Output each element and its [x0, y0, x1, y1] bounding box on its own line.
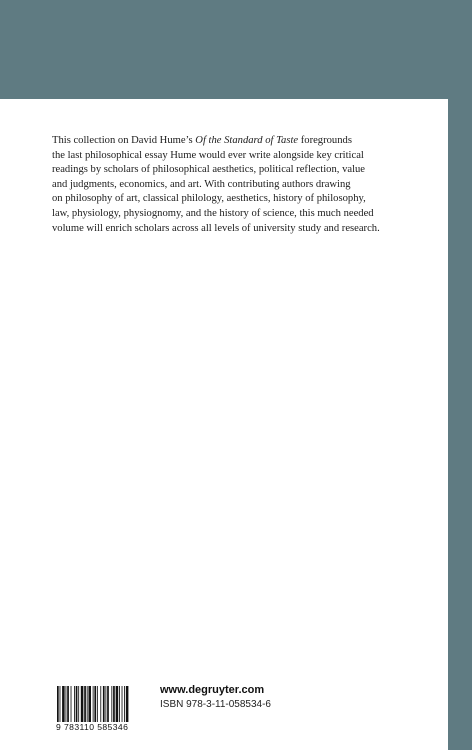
barcode-bar [81, 686, 84, 722]
barcode-bar [94, 686, 96, 722]
isbn-number: ISBN 978-3-11-058534-6 [160, 699, 271, 710]
barcode-bar [71, 686, 72, 722]
barcode-bars [56, 686, 148, 722]
barcode-bar [124, 686, 125, 722]
barcode-bar [97, 686, 98, 722]
book-description [52, 134, 432, 236]
description-line-1: This collection on David Hume’s Of the Standard of Taste foregrounds [52, 135, 352, 146]
barcode-bar [74, 686, 75, 722]
barcode-bar [66, 686, 67, 722]
publisher-url: www.degruyter.com [160, 684, 265, 696]
description-line-6: law, physiology, physiognomy, and the history of science, this much needed [52, 207, 374, 219]
barcode-bar [57, 686, 59, 722]
barcode-bar [84, 686, 86, 722]
description-line-3: readings by scholars of philosophical aesthetics, political reflection, value [52, 164, 366, 176]
barcode-bar [67, 686, 69, 722]
description-line-7: volume will enrich scholars across all levels of university study and research. [52, 222, 380, 234]
barcode-bar [105, 686, 106, 722]
barcode-bar [126, 686, 129, 722]
barcode-bar [76, 686, 78, 722]
essay-title: Of the Standard of Taste [195, 135, 299, 146]
barcode-bar [119, 686, 120, 722]
barcode-bar [62, 686, 65, 722]
barcode-bar [60, 686, 61, 722]
barcode-bar [87, 686, 88, 722]
barcode-number: 9 783110 585346 [56, 722, 129, 732]
barcode-bar [111, 686, 112, 722]
barcode-bar [100, 686, 101, 722]
barcode-bar [122, 686, 123, 722]
barcode-bar [93, 686, 94, 722]
description-line-2: the last philosophical essay Hume would ever write alongside key critical [52, 149, 364, 161]
barcode-bar [113, 686, 115, 722]
barcode-bar [116, 686, 119, 722]
description-line-4: and judgments, economics, and art. With contributing authors drawing [52, 178, 351, 190]
barcode-bar [88, 686, 91, 722]
barcode-bar [107, 686, 109, 722]
barcode-bar [103, 686, 105, 722]
barcode-bar [78, 686, 79, 722]
description-line-5: on philosophy of art, classical philology, aesthetics, history of philosophy, [52, 193, 366, 205]
